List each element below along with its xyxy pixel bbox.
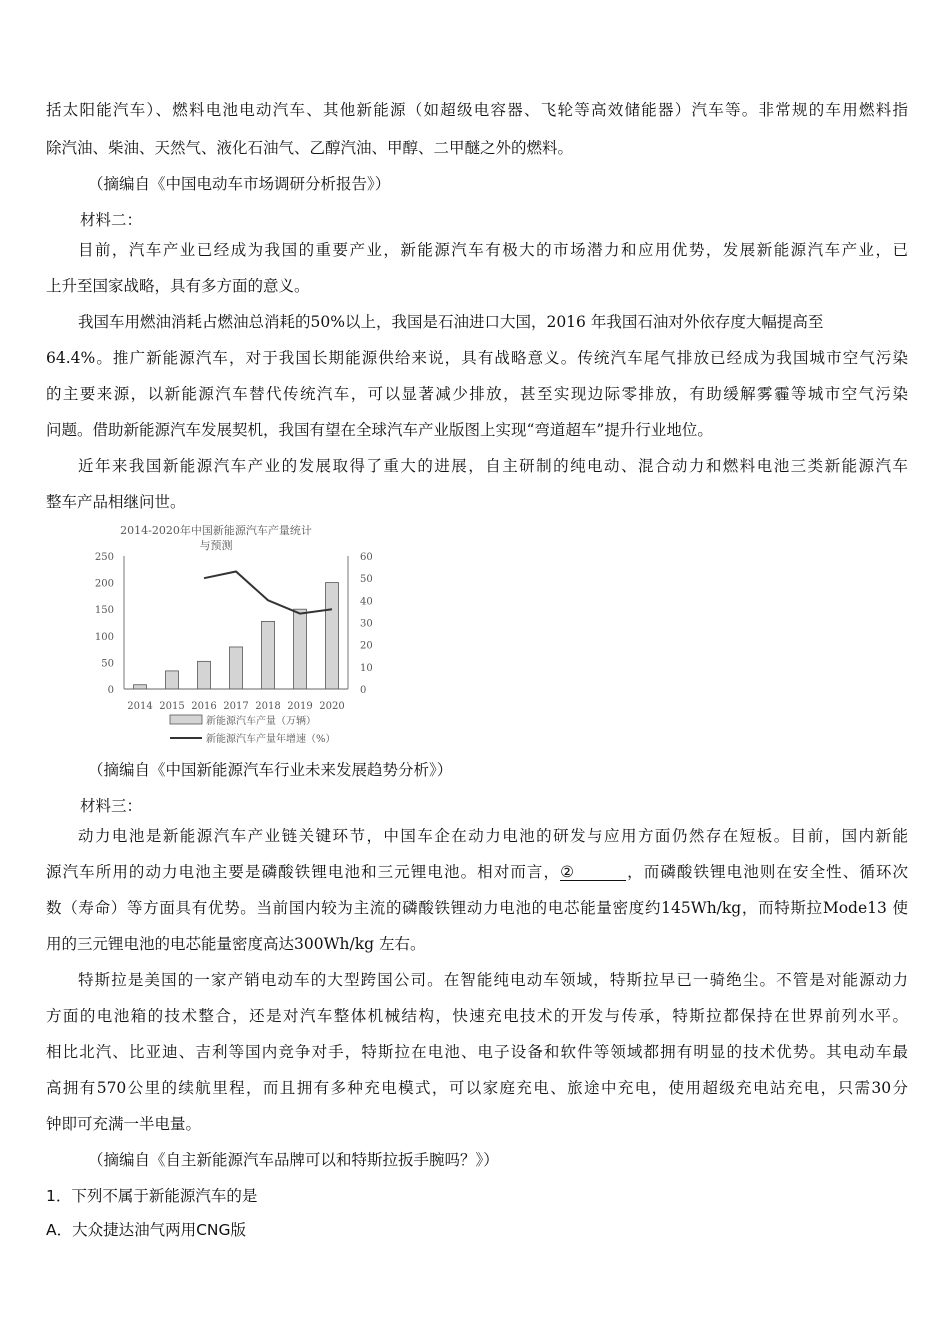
production-chart: [86, 518, 376, 750]
bar: [294, 609, 307, 689]
x-axis-tick-label: 2014: [127, 701, 153, 712]
section-heading: 材料三：: [80, 797, 143, 815]
left-axis-tick-label: 200: [94, 578, 114, 590]
x-axis-tick-label: 2019: [287, 701, 313, 712]
text-line: 问题。借助新能源汽车发展契机，我国有望在全球汽车产业版图上实现“弯道超车”提升行业地位。: [46, 421, 713, 439]
x-axis-tick-label: 2018: [255, 701, 281, 712]
x-axis-tick-label: 2016: [191, 701, 217, 712]
right-axis-tick-label: 0: [360, 685, 367, 696]
text-line: 我国车用燃油消耗占燃油总消耗的50%以上，我国是石油进口大国，2016 年我国石油对外依存度大幅提高至: [78, 313, 824, 331]
bar: [134, 685, 147, 689]
left-axis-tick-label: 0: [107, 685, 114, 696]
left-axis-tick-label: 50: [101, 658, 114, 670]
fill-in-blank: ②: [560, 864, 626, 881]
text-segment: ，而磷酸铁锂电池则在安全性、循环次: [626, 863, 908, 881]
right-axis-tick-label: 40: [360, 596, 373, 608]
right-axis-tick-label: 20: [360, 640, 373, 652]
section-heading: 材料二：: [80, 211, 143, 229]
text-line: 64.4%。推广新能源汽车，对于我国长期能源供给来说，具有战略意义。传统汽车尾气排放已经成为我国城市空气污染: [46, 349, 908, 367]
text-segment: 源汽车所用的动力电池主要是磷酸铁锂电池和三元锂电池。相对而言，: [46, 863, 561, 881]
x-axis-tick-label: 2017: [223, 701, 249, 712]
bar: [230, 647, 243, 689]
text-line: 整车产品相继问世。: [46, 493, 186, 511]
text-line: 特斯拉是美国的一家产销电动车的大型跨国公司。在智能纯电动车领域，特斯拉早已一骑绝尘。不管是对能源动力: [78, 971, 908, 989]
left-axis-tick-label: 150: [94, 605, 114, 617]
bar: [166, 671, 179, 689]
x-axis-tick-label: 2020: [319, 701, 345, 712]
bar: [198, 661, 211, 689]
growth-line: [204, 572, 332, 614]
chart-subtitle: 与预测: [199, 539, 233, 552]
right-axis-tick-label: 60: [360, 552, 373, 563]
text-line: 用的三元锂电池的电芯能量密度高达300Wh/kg 左右。: [46, 935, 426, 953]
left-axis-tick-label: 100: [94, 631, 114, 643]
source-citation: （摘编自《中国电动车市场调研分析报告》）: [88, 175, 391, 193]
source-citation: （摘编自《中国新能源汽车行业未来发展趋势分析》）: [88, 761, 453, 779]
option-a: A．大众捷达油气两用CNG版: [46, 1221, 247, 1239]
left-axis-tick-label: 250: [94, 552, 114, 563]
text-line: 的主要来源，以新能源汽车替代传统汽车，可以显著减少排放，甚至实现边际零排放，有助缓解雾霾等城市空气污染: [46, 385, 908, 403]
text-line: 近年来我国新能源汽车产业的发展取得了重大的进展，自主研制的纯电动、混合动力和燃料电池三类新能源汽车: [78, 457, 908, 475]
source-citation: （摘编自《自主新能源汽车品牌可以和特斯拉扳手腕吗？》）: [88, 1151, 499, 1169]
legend-bar-label: 新能源汽车产量（万辆）: [206, 716, 316, 727]
x-axis-tick-label: 2015: [159, 701, 185, 712]
text-line: 钟即可充满一半电量。: [46, 1115, 202, 1133]
text-line: 目前，汽车产业已经成为我国的重要产业，新能源汽车有极大的市场潜力和应用优势，发展新能源汽车产业，已: [78, 241, 908, 259]
legend-bar-swatch: [170, 715, 202, 724]
text-line: [46, 862, 908, 882]
question-1: 1．下列不属于新能源汽车的是: [46, 1187, 258, 1205]
text-line: 括太阳能汽车）、燃料电池电动汽车、其他新能源（如超级电容器、飞轮等高效储能器）汽车等。非常规的车用燃料指: [46, 101, 908, 119]
bar: [262, 621, 275, 689]
bar: [326, 583, 339, 689]
right-axis-tick-label: 30: [360, 618, 373, 630]
text-line: 高拥有570公里的续航里程，而且拥有多种充电模式，可以家庭充电、旅途中充电，使用超级充电站充电，只需30分: [46, 1079, 908, 1097]
text-line: 动力电池是新能源汽车产业链关键环节，中国车企在动力电池的研发与应用方面仍然存在短板。目前，国内新能: [78, 827, 908, 845]
text-line: 数（寿命）等方面具有优势。当前国内较为主流的磷酸铁锂动力电池的电芯能量密度约145Wh/kg，而特斯拉Mode13 使: [46, 899, 908, 917]
chart-title: 2014-2020年中国新能源汽车产量统计: [120, 524, 312, 537]
text-line: 方面的电池箱的技术整合，还是对汽车整体机械结构，快速充电技术的开发与传承，特斯拉都保持在世界前列水平。: [46, 1007, 908, 1025]
right-axis-tick-label: 50: [360, 574, 373, 586]
legend-line-label: 新能源汽车产量年增速（%）: [206, 734, 336, 745]
text-line: 除汽油、柴油、天然气、液化石油气、乙醇汽油、甲醇、二甲醚之外的燃料。: [46, 139, 574, 157]
right-axis-tick-label: 10: [360, 662, 373, 674]
text-line: 相比北汽、比亚迪、吉利等国内竞争对手，特斯拉在电池、电子设备和软件等领域都拥有明显的技术优势。其电动车最: [46, 1043, 908, 1061]
text-line: 上升至国家战略，具有多方面的意义。: [46, 277, 310, 295]
